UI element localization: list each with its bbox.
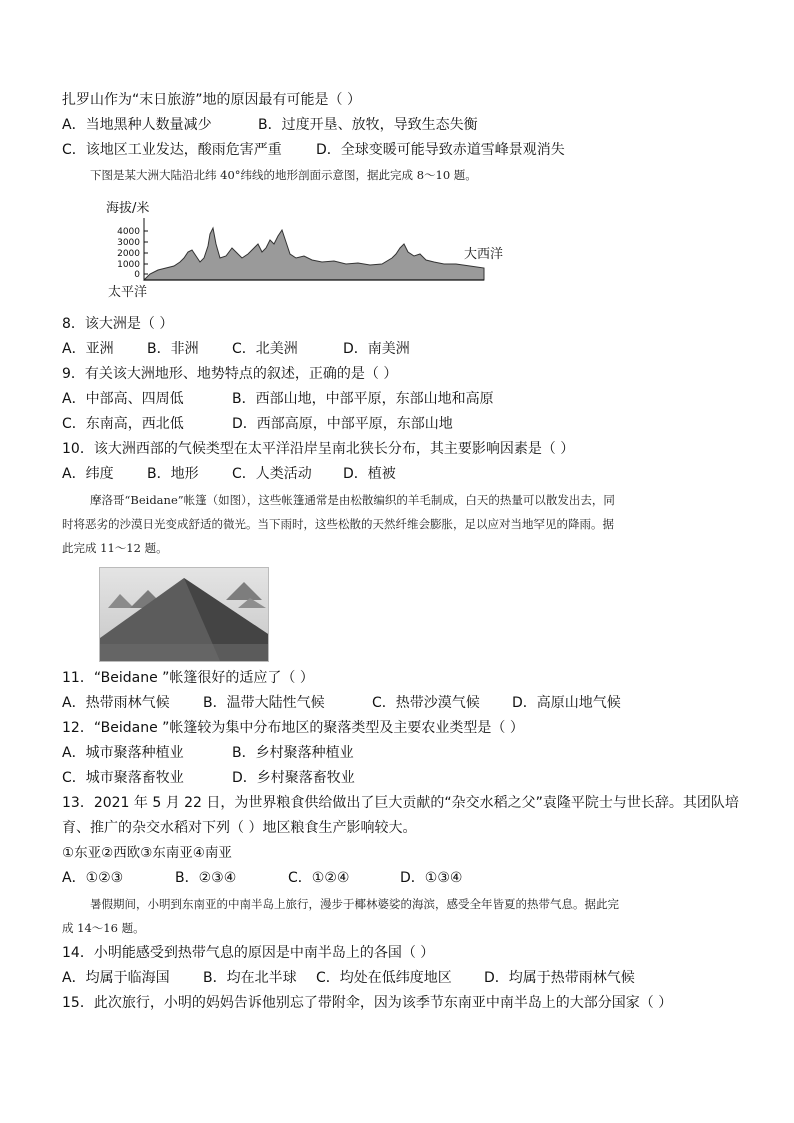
tick-3000: 3000 (117, 238, 140, 248)
tick-2000: 2000 (117, 249, 140, 259)
q7-stem: 扎罗山作为“末日旅游”地的原因最有可能是（ ） (62, 92, 361, 108)
q14-option-c: C．均处在低纬度地区 (316, 970, 452, 986)
q9-option-d: D．西部高原，中部平原，东部山地 (232, 416, 453, 432)
q10-option-b: B．地形 (147, 466, 199, 482)
terrain-profile-figure (100, 196, 520, 306)
q8-option-b: B．非洲 (147, 341, 199, 357)
q13-stem-line1: 13．2021 年 5 月 22 日，为世界粮食供给做出了巨大贡献的“杂交水稻之父”袁隆平院士与世长辞。其团队培 (62, 795, 739, 811)
q11-stem: 11．“Beidane ”帐篷很好的适应了（ ） (62, 670, 314, 686)
intro-11-12-line3: 此完成 11～12 题。 (62, 541, 168, 555)
q13-option-a: A．①②③ (62, 870, 124, 886)
tick-0: 0 (134, 270, 140, 280)
q11-option-c: C．热带沙漠气候 (372, 695, 480, 711)
q11-option-d: D．高原山地气候 (512, 695, 621, 711)
q15-stem: 15．此次旅行，小明的妈妈告诉他别忘了带附伞，因为该季节东南亚中南半岛上的大部分国家（ ） (62, 995, 673, 1011)
q7-option-b: B．过度开垦、放牧，导致生态失衡 (258, 117, 478, 133)
q14-stem: 14．小明能感受到热带气息的原因是中南半岛上的各国（ ） (62, 945, 435, 961)
q11-option-b: B．温带大陆性气候 (203, 695, 325, 711)
q13-option-c: C．①②④ (288, 870, 350, 886)
profile-ylabel: 海拔/米 (106, 201, 150, 216)
atlantic-label: 大西洋 (464, 247, 504, 262)
q13-option-b: B．②③④ (175, 870, 237, 886)
q12-option-d: D．乡村聚落畜牧业 (232, 770, 355, 786)
beidane-tent-photo (99, 567, 269, 662)
q8-stem: 8．该大洲是（ ） (62, 316, 174, 332)
q10-option-d: D．植被 (343, 466, 396, 482)
q13-items: ①东亚②西欧③东南亚④南亚 (62, 845, 232, 861)
q13-option-d: D．①③④ (400, 870, 463, 886)
tick-4000: 4000 (117, 227, 140, 237)
q8-option-a: A．亚洲 (62, 341, 114, 357)
q9-option-a: A．中部高、四周低 (62, 391, 184, 407)
q14-option-a: A．均属于临海国 (62, 970, 170, 986)
terrain-profile-shape (144, 228, 484, 280)
q10-option-c: C．人类活动 (232, 466, 312, 482)
q9-option-b: B．西部山地，中部平原，东部山地和高原 (232, 391, 494, 407)
q10-stem: 10．该大洲西部的气候类型在太平洋沿岸呈南北狭长分布，其主要影响因素是（ ） (62, 441, 575, 457)
q8-option-d: D．南美洲 (343, 341, 410, 357)
q14-option-b: B．均在北半球 (203, 970, 297, 986)
q12-option-a: A．城市聚落种植业 (62, 745, 184, 761)
q11-option-a: A．热带雨林气候 (62, 695, 170, 711)
q12-option-b: B．乡村聚落种植业 (232, 745, 354, 761)
q9-option-c: C．东南高，西北低 (62, 416, 184, 432)
intro-8-10: 下图是某大洲大陆沿北纬 40°纬线的地形剖面示意图，据此完成 8～10 题。 (90, 168, 477, 182)
tick-1000: 1000 (117, 260, 140, 270)
intro-11-12-line1: 摩洛哥“Beidane”帐篷（如图），这些帐篷通常是由松散编织的羊毛制成，白天的热量可以散发出去，同 (90, 493, 615, 507)
q8-option-c: C．北美洲 (232, 341, 298, 357)
q7-option-c: C．该地区工业发达，酸雨危害严重 (62, 142, 282, 158)
q10-option-a: A．纬度 (62, 466, 114, 482)
intro-14-16-line1: 暑假期间，小明到东南亚的中南半岛上旅行，漫步于椰林婆娑的海滨，感受全年皆夏的热带气息。据此完 (90, 897, 619, 911)
pacific-label: 太平洋 (108, 285, 148, 300)
intro-14-16-line2: 成 14～16 题。 (62, 921, 145, 935)
intro-11-12-line2: 时将恶劣的沙漠日光变成舒适的微光。当下雨时，这些松散的天然纤维会膨胀，足以应对当地罕见的降雨。据 (62, 517, 614, 531)
q7-option-a: A．当地黑种人数量减少 (62, 117, 212, 133)
q9-stem: 9．有关该大洲地形、地势特点的叙述，正确的是（ ） (62, 366, 398, 382)
q14-option-d: D．均属于热带雨林气候 (484, 970, 635, 986)
q13-stem-line2: 育、推广的杂交水稻对下列（ ）地区粮食生产影响较大。 (62, 820, 417, 836)
q12-option-c: C．城市聚落畜牧业 (62, 770, 184, 786)
q12-stem: 12．“Beidane ”帐篷较为集中分布地区的聚落类型及主要农业类型是（ ） (62, 720, 524, 736)
q7-option-d: D．全球变暖可能导致赤道雪峰景观消失 (316, 142, 565, 158)
